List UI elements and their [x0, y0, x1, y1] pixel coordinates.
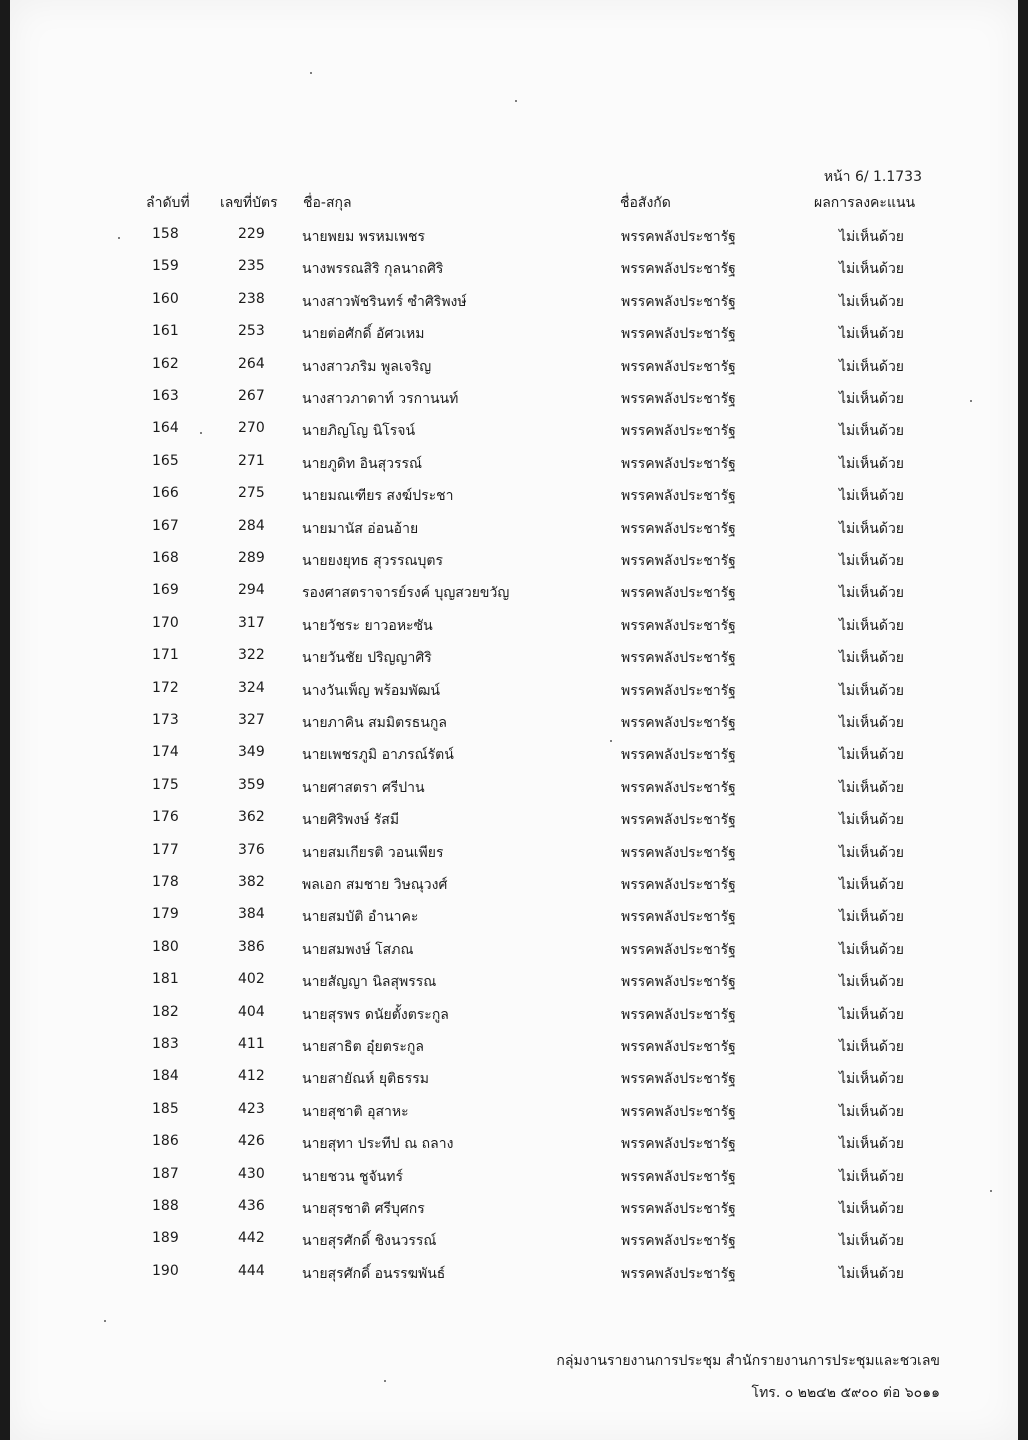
row-order: 185	[152, 1100, 179, 1117]
table-row	[10, 518, 1018, 548]
table-row	[10, 680, 1018, 710]
row-vote-result: ไม่เห็นด้วย	[839, 585, 905, 602]
row-name: นางสาวภาดาท์ วรกานนท์	[302, 391, 459, 407]
row-name: นายสุชาติ อุสาหะ	[302, 1103, 409, 1120]
row-order: 171	[152, 647, 179, 664]
row-card-number: 436	[238, 1198, 265, 1214]
row-card-number: 382	[238, 874, 265, 890]
row-card-number: 270	[238, 420, 265, 437]
row-name: นายพยม พรหมเพชร	[302, 229, 425, 245]
row-party: พรรคพลังประชารัฐ	[621, 1103, 736, 1120]
row-card-number: 327	[238, 712, 265, 728]
document-page	[10, 0, 1018, 1440]
row-party: พรรคพลังประชารัฐ	[621, 909, 736, 926]
table-row	[10, 777, 1018, 807]
row-vote-result: ไม่เห็นด้วย	[839, 682, 905, 699]
row-order: 164	[152, 420, 179, 437]
table-row	[10, 420, 1018, 450]
row-card-number: 426	[238, 1133, 265, 1150]
row-vote-result: ไม่เห็นด้วย	[839, 1168, 905, 1185]
table-row	[10, 712, 1018, 742]
table-row	[10, 485, 1018, 515]
row-party: พรรคพลังประชารัฐ	[621, 261, 736, 278]
row-card-number: 362	[238, 809, 265, 826]
row-card-number: 412	[238, 1068, 265, 1085]
row-name: นายสมพงษ์ โสภณ	[302, 941, 414, 958]
row-order: 165	[152, 452, 179, 469]
row-order: 182	[152, 1003, 179, 1020]
row-party: พรรคพลังประชารัฐ	[621, 1233, 736, 1250]
row-vote-result: ไม่เห็นด้วย	[839, 715, 905, 731]
row-name: นางสาวพัชรินทร์ ซำศิริพงษ์	[302, 293, 467, 310]
table-row	[10, 809, 1018, 839]
row-card-number: 289	[238, 550, 265, 566]
row-name: นายภาคิน สมมิตรธนกูล	[302, 715, 447, 731]
row-vote-result: ไม่เห็นด้วย	[839, 423, 905, 440]
row-name: นางพรรณสิริ กุลนาถศิริ	[302, 261, 444, 278]
row-order: 160	[152, 290, 179, 307]
row-order: 172	[152, 679, 179, 696]
scan-speck	[118, 237, 120, 239]
row-card-number: 238	[238, 290, 265, 307]
row-party: พรรคพลังประชารัฐ	[621, 488, 736, 505]
table-row	[10, 356, 1018, 386]
row-order: 170	[152, 614, 179, 631]
row-name: นายยงยุทธ สุวรรณบุตร	[302, 553, 444, 569]
row-name: นายสมบัติ อำนาคะ	[302, 909, 419, 926]
row-card-number: 411	[238, 1036, 265, 1052]
row-name: นายสุรศักดิ์ ชิงนวรรณ์	[302, 1233, 437, 1250]
table-row	[10, 1230, 1018, 1260]
row-card-number: 264	[238, 355, 265, 372]
row-vote-result: ไม่เห็นด้วย	[839, 391, 905, 407]
table-row	[10, 1101, 1018, 1131]
header-name: ชื่อ-สกุล	[303, 195, 352, 211]
row-party: พรรคพลังประชารัฐ	[621, 1265, 736, 1282]
row-name: นางสาวภริม พูลเจริญ	[302, 358, 432, 375]
row-name: นายสุรชาติ ศรีบุศกร	[302, 1201, 425, 1217]
row-card-number: 294	[238, 582, 265, 599]
row-name: นายสุรศักดิ์ อนรรฆพันธ์	[302, 1265, 446, 1282]
page-number: หน้า 6/ 1.1733	[823, 169, 922, 185]
header-vote-result: ผลการลงคะแนน	[814, 195, 916, 211]
row-card-number: 359	[238, 776, 265, 793]
row-order: 158	[152, 226, 179, 242]
row-party: พรรคพลังประชารัฐ	[621, 391, 736, 407]
row-card-number: 275	[238, 485, 265, 502]
footer-phone: โทร. ๐ ๒๒๔๒ ๕๙๐๐ ต่อ ๖๐๑๑	[751, 1385, 940, 1401]
row-card-number: 267	[238, 388, 265, 404]
row-vote-result: ไม่เห็นด้วย	[839, 455, 905, 472]
table-row	[10, 744, 1018, 774]
table-row	[10, 291, 1018, 321]
row-vote-result: ไม่เห็นด้วย	[839, 553, 905, 569]
row-party: พรรคพลังประชารัฐ	[621, 585, 736, 602]
row-party: พรรคพลังประชารัฐ	[621, 617, 736, 634]
row-party: พรรคพลังประชารัฐ	[621, 1168, 736, 1185]
table-header	[10, 192, 1018, 222]
row-order: 179	[152, 906, 179, 923]
table-row	[10, 971, 1018, 1001]
row-card-number: 317	[238, 614, 265, 631]
row-party: พรรคพลังประชารัฐ	[621, 520, 736, 537]
row-card-number: 444	[238, 1262, 265, 1279]
row-party: พรรคพลังประชารัฐ	[621, 326, 736, 343]
scan-speck	[990, 1190, 992, 1192]
row-vote-result: ไม่เห็นด้วย	[839, 650, 905, 667]
row-order: 167	[152, 517, 179, 534]
table-row	[10, 647, 1018, 677]
row-party: พรรคพลังประชารัฐ	[621, 423, 736, 440]
row-name: นายสุทา ประทีป ณ ถลาง	[302, 1136, 454, 1153]
row-order: 186	[152, 1133, 179, 1150]
table-row	[10, 1004, 1018, 1034]
row-party: พรรคพลังประชารัฐ	[621, 941, 736, 958]
row-vote-result: ไม่เห็นด้วย	[839, 1039, 905, 1055]
row-name: นายศิริพงษ์ รัสมี	[302, 812, 400, 829]
table-row	[10, 388, 1018, 418]
row-vote-result: ไม่เห็นด้วย	[839, 326, 905, 343]
scan-speck	[104, 1320, 106, 1322]
table-row	[10, 1166, 1018, 1196]
scan-speck	[200, 432, 202, 434]
header-order: ลำดับที่	[146, 195, 190, 211]
scan-speck	[384, 1380, 386, 1382]
row-vote-result: ไม่เห็นด้วย	[839, 779, 905, 796]
row-card-number: 404	[238, 1003, 265, 1020]
row-vote-result: ไม่เห็นด้วย	[839, 1006, 905, 1023]
row-vote-result: ไม่เห็นด้วย	[839, 974, 905, 991]
row-name: นายสัญญา นิลสุพรรณ	[302, 974, 437, 991]
row-vote-result: ไม่เห็นด้วย	[839, 1071, 905, 1088]
row-vote-result: ไม่เห็นด้วย	[839, 293, 905, 310]
row-party: พรรคพลังประชารัฐ	[621, 1071, 736, 1088]
row-party: พรรคพลังประชารัฐ	[621, 877, 736, 893]
row-card-number: 322	[238, 647, 265, 664]
row-card-number: 423	[238, 1100, 265, 1117]
scan-speck	[310, 72, 312, 74]
row-card-number: 229	[238, 226, 265, 242]
row-name: นางวันเพ็ญ พร้อมพัฒน์	[302, 682, 440, 699]
table-row	[10, 874, 1018, 904]
row-name: นายภิญโญ นิโรจน์	[302, 423, 416, 440]
row-name: นายสาธิต อุ๋ยตระกูล	[302, 1039, 424, 1055]
row-name: นายมณเฑียร สงฆ์ประชา	[302, 488, 454, 505]
row-party: พรรคพลังประชารัฐ	[621, 812, 736, 829]
row-card-number: 442	[238, 1230, 265, 1247]
row-vote-result: ไม่เห็นด้วย	[839, 1103, 905, 1120]
row-party: พรรคพลังประชารัฐ	[621, 650, 736, 667]
row-vote-result: ไม่เห็นด้วย	[839, 1201, 905, 1217]
row-name: นายสายัณห์ ยุติธรรม	[302, 1071, 430, 1088]
row-card-number: 384	[238, 906, 265, 923]
row-name: รองศาสตราจารย์รงค์ บุญสวยขวัญ	[302, 585, 510, 602]
table-row	[10, 1263, 1018, 1293]
table-row	[10, 226, 1018, 256]
table-row	[10, 323, 1018, 353]
row-order: 188	[152, 1198, 179, 1214]
row-order: 168	[152, 550, 179, 566]
table-row	[10, 906, 1018, 936]
row-vote-result: ไม่เห็นด้วย	[839, 358, 905, 375]
row-card-number: 386	[238, 938, 265, 955]
table-row	[10, 258, 1018, 288]
row-vote-result: ไม่เห็นด้วย	[839, 520, 905, 537]
scan-speck	[515, 100, 517, 102]
row-party: พรรคพลังประชารัฐ	[621, 1136, 736, 1153]
row-name: นายชวน ชูจันทร์	[302, 1168, 404, 1185]
row-order: 173	[152, 712, 179, 728]
row-vote-result: ไม่เห็นด้วย	[839, 877, 905, 893]
row-party: พรรคพลังประชารัฐ	[621, 229, 736, 245]
row-order: 163	[152, 388, 179, 404]
header-party: ชื่อสังกัด	[620, 195, 671, 211]
scan-speck	[970, 400, 972, 402]
row-name: นายสุรพร ดนัยตั้งตระกูล	[302, 1006, 449, 1023]
row-name: นายวัชระ ยาวอหะซัน	[302, 617, 433, 634]
row-order: 174	[152, 744, 179, 761]
table-row	[10, 1198, 1018, 1228]
row-party: พรรคพลังประชารัฐ	[621, 1201, 736, 1217]
row-order: 176	[152, 809, 179, 826]
row-vote-result: ไม่เห็นด้วย	[839, 747, 905, 764]
row-order: 177	[152, 841, 179, 858]
footer-department: กลุ่มงานรายงานการประชุม สำนักรายงานการประชุมและชวเลข	[556, 1353, 940, 1369]
table-row	[10, 550, 1018, 580]
table-row	[10, 939, 1018, 969]
row-vote-result: ไม่เห็นด้วย	[839, 1265, 905, 1282]
row-card-number: 324	[238, 679, 265, 696]
row-card-number: 235	[238, 258, 265, 275]
row-card-number: 271	[238, 452, 265, 469]
row-party: พรรคพลังประชารัฐ	[621, 553, 736, 569]
row-vote-result: ไม่เห็นด้วย	[839, 812, 905, 829]
row-order: 175	[152, 776, 179, 793]
row-card-number: 284	[238, 517, 265, 534]
row-order: 184	[152, 1068, 179, 1085]
row-name: พลเอก สมชาย วิษณุวงศ์	[302, 877, 448, 893]
row-order: 180	[152, 938, 179, 955]
row-name: นายต่อศักดิ์ อัศวเหม	[302, 326, 425, 343]
row-order: 187	[152, 1165, 179, 1182]
row-party: พรรคพลังประชารัฐ	[621, 779, 736, 796]
row-order: 169	[152, 582, 179, 599]
row-card-number: 402	[238, 971, 265, 988]
row-vote-result: ไม่เห็นด้วย	[839, 617, 905, 634]
table-row	[10, 1068, 1018, 1098]
table-row	[10, 1036, 1018, 1066]
row-name: นายสมเกียรติ วอนเพียร	[302, 844, 444, 861]
row-party: พรรคพลังประชารัฐ	[621, 682, 736, 699]
row-vote-result: ไม่เห็นด้วย	[839, 1233, 905, 1250]
row-order: 178	[152, 874, 179, 890]
row-vote-result: ไม่เห็นด้วย	[839, 1136, 905, 1153]
row-order: 162	[152, 355, 179, 372]
table-row	[10, 1133, 1018, 1163]
row-vote-result: ไม่เห็นด้วย	[839, 941, 905, 958]
row-party: พรรคพลังประชารัฐ	[621, 1039, 736, 1055]
row-order: 190	[152, 1262, 179, 1279]
row-order: 189	[152, 1230, 179, 1247]
row-party: พรรคพลังประชารัฐ	[621, 455, 736, 472]
row-party: พรรคพลังประชารัฐ	[621, 747, 736, 764]
row-card-number: 349	[238, 744, 265, 761]
row-name: นายมานัส อ่อนอ้าย	[302, 520, 419, 537]
header-card-number: เลขที่บัตร	[220, 195, 278, 211]
row-name: นายศาสตรา ศรีปาน	[302, 779, 425, 796]
table-row	[10, 582, 1018, 612]
row-order: 181	[152, 971, 179, 988]
scan-speck	[610, 740, 612, 742]
row-vote-result: ไม่เห็นด้วย	[839, 844, 905, 861]
row-name: นายเพชรภูมิ อาภรณ์รัตน์	[302, 747, 454, 764]
row-name: นายวันชัย ปริญญาศิริ	[302, 650, 432, 667]
row-order: 159	[152, 258, 179, 275]
row-party: พรรคพลังประชารัฐ	[621, 1006, 736, 1023]
row-vote-result: ไม่เห็นด้วย	[839, 229, 905, 245]
row-vote-result: ไม่เห็นด้วย	[839, 261, 905, 278]
row-card-number: 430	[238, 1165, 265, 1182]
table-row	[10, 842, 1018, 872]
row-vote-result: ไม่เห็นด้วย	[839, 488, 905, 505]
row-party: พรรคพลังประชารัฐ	[621, 974, 736, 991]
table-row	[10, 453, 1018, 483]
row-card-number: 376	[238, 841, 265, 858]
row-order: 183	[152, 1036, 179, 1052]
row-party: พรรคพลังประชารัฐ	[621, 715, 736, 731]
row-party: พรรคพลังประชารัฐ	[621, 358, 736, 375]
row-order: 166	[152, 485, 179, 502]
row-card-number: 253	[238, 323, 265, 340]
row-name: นายภูดิท อินสุวรรณ์	[302, 455, 423, 472]
row-order: 161	[152, 323, 179, 340]
row-vote-result: ไม่เห็นด้วย	[839, 909, 905, 926]
row-party: พรรคพลังประชารัฐ	[621, 844, 736, 861]
table-row	[10, 615, 1018, 645]
row-party: พรรคพลังประชารัฐ	[621, 293, 736, 310]
